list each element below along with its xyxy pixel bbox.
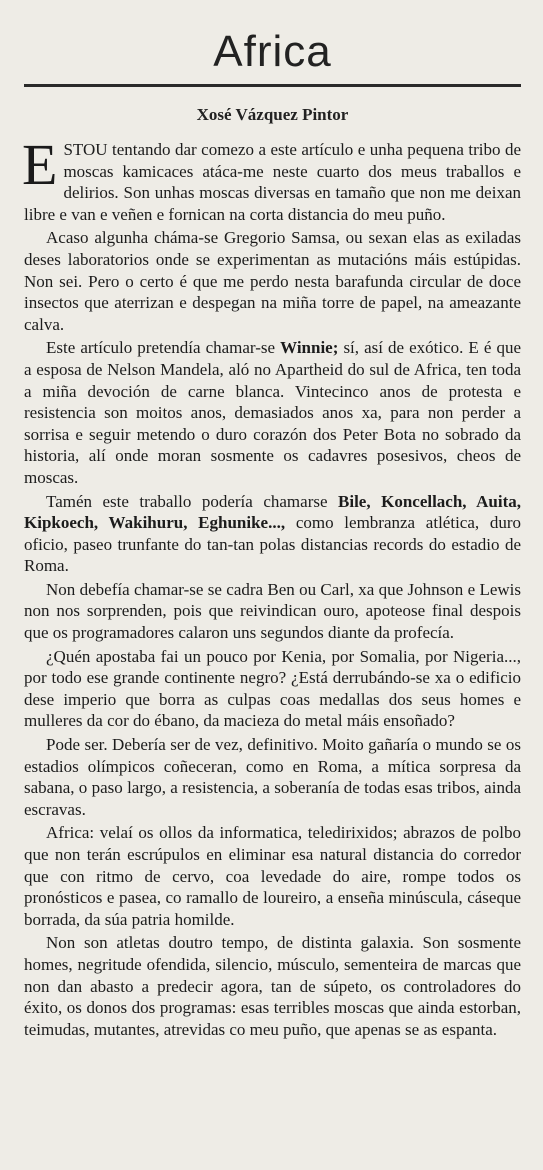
paragraph-4-text-b: como lembranza atlética, duro oficio, paseo trunfante do tan-tan polas distancias records do estadio de Roma. <box>24 513 522 576</box>
paragraph-2: Acaso algunha cháma-se Gregorio Samsa, ou sexan elas as exiladas deses laboratorios onde se experimentan as mutacións máis estúpidas. Non sei. Pero o certo é que me perdo nesta barafunda circular de doce insectos que aterrizan e despegan na miña torre de papel, na ameazante calva. <box>24 228 521 334</box>
article-body <box>22 132 522 1040</box>
paragraph-5: Non debefía chamar-se se cadra Ben ou Carl, xa que Johnson e Lewis non nos sorprenden, pois que reivindican ouro, apoteose final despois que os programadores calaron uns segundos diante da profecía. <box>24 579 521 643</box>
paragraph-3-text-b: sí, así de exótico. E é que a esposa de Nelson Mandela, aló no Apartheid do sul de Africa, ten toda a miña devoción de carne blanca. Vintecinco anos de protesta e resistencia son moitos anos, demasiados anos xa, para non perder a sorrisa e seguir metendo o duro corazón dos Peter Bota no sobrado da historia, alí onde moran sosmente os cadavres posesivos, cheos de moscas. <box>24 338 521 487</box>
drop-cap: E <box>22 132 58 197</box>
paragraph-1 <box>22 132 521 225</box>
paragraph-1-text: STOU tentando dar comezo a este artículo e unha pequena tribo de moscas kamicaces atáca-me neste cuarto dos meus traballos e delirios. Son unhas moscas diversas en tamaño que non me deixan libre e van e veñen e fornican na corta distancia do meu puño. <box>24 140 521 224</box>
paragraph-8: Africa: velaí os ollos da informatica, teledirixidos; abrazos de polbo que non terán escrúpulos en eliminar esa natural distancia do corredor que con ritmo de cervo, coa levedade do aire, rompe todos os pronósticos e pasea, co ramallo de loureiro, a enseña minúscula, cáseque borrada, da súa patria homilde. <box>24 823 521 929</box>
paragraph-9: Non son atletas doutro tempo, de distinta galaxia. Son sosmente homes, negritude ofendida, silencio, músculo, sementeira de marcas que non dan abasto a predecir agora, tan de súpeto, os controladores do éxito, os donos dos programas: esas terribles moscas que ainda estorban, teimudas, mutantes, atrevidas co meu puño, que apenas se as espanta. <box>24 933 521 1039</box>
paragraph-3-text-a: Este artículo pretendía chamar-se <box>46 338 281 358</box>
paragraph-4-text-a: Tamén este traballo podería chamarse <box>46 491 339 511</box>
title-rule <box>24 84 521 87</box>
paragraph-7: Pode ser. Debería ser de vez, definitivo. Moito gañaría o mundo se os estadios olímpicos coñeceran, como en Roma, a mítica sorpresa da sabana, o paso largo, a resistencia, a soberanía de todas esas tribos, ainda escravas. <box>24 735 521 819</box>
paragraph-4-bold: Bile, Koncellach, Auita, Kipkoech, Wakihuru, Eghunike..., <box>24 491 521 533</box>
paragraph-4 <box>24 491 521 577</box>
paragraph-6: ¿Quén apostaba fai un pouco por Kenia, por Somalia, por Nigeria..., por todo ese grande continente negro? ¿Está derrubándo-se xa o edificio dese imperio que borra as culpas coas medallas dos seus homes e mulleres da cor do ébano, da macieza do metal máis ensoñado? <box>24 646 521 731</box>
article-title: Africa <box>213 27 332 76</box>
paragraph-3 <box>24 337 521 488</box>
article-author: Xosé Vázquez Pintor <box>196 105 349 124</box>
paragraph-3-bold: Winnie; <box>280 338 339 358</box>
